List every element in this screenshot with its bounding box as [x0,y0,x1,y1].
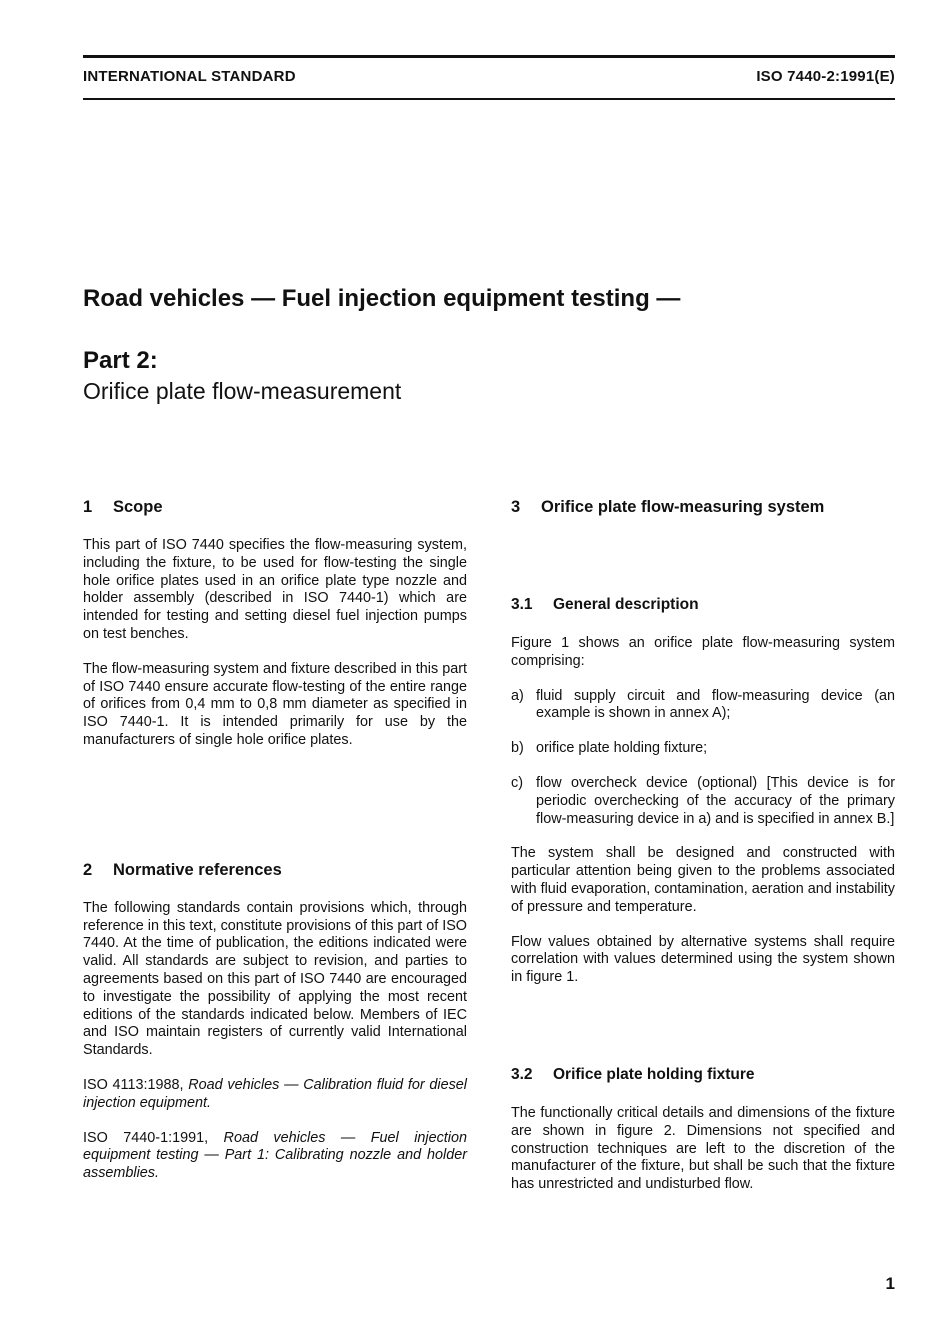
reference-title: Road vehicles — Calibration fluid for diesel injection equipment. [83,1076,468,1111]
section-title: Normative references [113,860,282,879]
section-number: 1 [83,498,93,516]
normative-references-paragraph: The following standards contain provisions which, through reference in this text, constitute provisions of this part of ISO 7440. At the time of publication, the editions indicated were valid. All standards are subject to revision, and parties to agreements based on this part of ISO 7440 are encouraged to investigate the possibility of applying the most recent editions of the standards indicated below. Members of IEC and ISO maintain registers of currently valid International Standards. [83,899,467,1059]
right-column [511,497,895,1194]
reference-title: Road vehicles — Fuel injection equipment testing — Part 1: Calibrating nozzle and holder assemblies. [83,1129,467,1182]
list-item-label: b) [511,740,524,757]
subsection-number: 3.1 [511,596,533,613]
general-description-paragraph-2: The system shall be designed and constructed with particular attention being given to the problems associated with fluid evaporation, contamination, aeration and instability of pressure and temperature. [511,845,895,915]
list-item-text: fluid supply circuit and flow-measuring device (an example is shown in annex A); [536,687,895,722]
page-number: 1 [885,1274,895,1293]
scope-paragraph-1: This part of ISO 7440 specifies the flow-measuring system, including the fixture, to be used for flow-testing the single hole orifice plates used in an orifice plate type nozzle and holder assembly (described in ISO 7440-1) which are intended for testing and setting diesel fuel injection pumps on test benches. [83,537,467,642]
header-document-type: INTERNATIONAL STANDARD [83,68,296,85]
part-label: Part 2: [83,347,158,374]
list-item [511,775,895,828]
list-item-label: a) [511,687,524,704]
holding-fixture-paragraph: The functionally critical details and dimensions of the fixture are shown in figure 2. Dimensions not specified and construction techniques are left to the discretion of the manufacturer of the fixture, but shall be such that the fixture has unrestricted and undisturbed flow. [511,1104,895,1193]
section-number: 3 [511,498,521,516]
scope-paragraph-2: The flow-measuring system and fixture described in this part of ISO 7440 ensure accurate flow-testing of the entire range of orifices from 0,4 mm to 0,8 mm diameter as specified in ISO 7440-1. It is intended primarily for use by the manufacturers of single hole orifice plates. [83,660,467,748]
list-item [511,688,895,724]
section-number: 2 [83,860,93,879]
section-title: Orifice plate flow-measuring system [541,498,825,516]
header-standard-number: ISO 7440-2:1991(E) [756,68,895,85]
section-title: Scope [113,498,163,516]
header-rule-top [83,55,895,58]
general-description-intro: Figure 1 shows an orifice plate flow-measuring system comprising: [511,635,895,669]
subsection-title: Orifice plate holding fixture [553,1065,755,1083]
document-title: Road vehicles — Fuel injection equipment testing — [83,285,681,312]
list-item-text: orifice plate holding fixture; [536,740,708,757]
subsection-3-1-heading [511,595,895,615]
subsection-title: General description [553,596,699,613]
section-2-heading [83,860,467,880]
reference-code: ISO 4113:1988, [83,1076,184,1093]
reference-code: ISO 7440-1:1991, [83,1129,209,1146]
reference-iso-4113 [83,1077,467,1113]
list-item [511,740,895,758]
section-1-heading [83,497,467,517]
general-description-paragraph-3: Flow values obtained by alternative systems shall require correlation with values determined using the system shown in figure 1. [511,933,895,986]
list-item-text: flow overcheck device (optional) [This device is for periodic overchecking of the accuracy of the primary flow-measuring device in a) and is specified in annex B.] [536,774,895,827]
list-item-label: c) [511,774,523,791]
section-3-heading [511,497,895,517]
part-subtitle: Orifice plate flow-measurement [83,378,402,404]
reference-iso-7440-1 [83,1130,467,1183]
subsection-3-2-heading [511,1065,895,1085]
left-column [83,497,467,1183]
subsection-number: 3.2 [511,1065,533,1083]
header-rule-bottom [83,98,895,100]
